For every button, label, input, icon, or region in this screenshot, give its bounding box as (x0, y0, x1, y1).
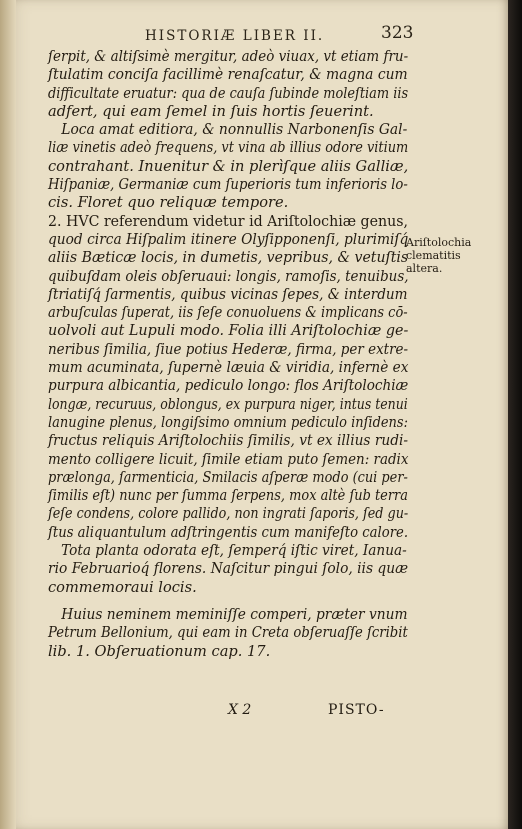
text-line: ſimilis eſt) nunc per ſumma ſerpens, mox altè ſub terra (48, 487, 408, 505)
text-line: longæ, recuruus, oblongus, ex purpura niger, intus tenui (48, 395, 408, 413)
text-line: aliis Bæticæ locis, in dumetis, vepribus, & vetuſtis (48, 249, 409, 267)
text-line: difficultate eruatur: qua de cauſa ſubinde moleſtiam iis (48, 84, 409, 102)
signature-mark: X 2 (228, 702, 252, 718)
text-line: arbuſculas ſuperat, iis ſeſe conuoluens & implicans cō- (48, 304, 408, 322)
text-line: contrahant. Inuenitur & in plerìſque aliis Galliæ, (48, 157, 409, 175)
text-line: ſtus aliquantulum adſtringentis cum manifeſto calore. (48, 523, 409, 541)
text-line: commemoraui locis. (48, 578, 197, 596)
page-number: 323 (381, 23, 414, 43)
text-line: cis. Floret quo reliquæ tempore. (48, 194, 289, 212)
running-title: HISTORIÆ LIBER II. (145, 28, 325, 44)
text-line: neribus ſimilia, ſiue potius Hederæ, firma, per extre- (48, 340, 409, 358)
text-line: ſeſe condens, colore pallido, non ingrati ſaporis, ſed gu- (48, 505, 409, 523)
text-line: Huius neminem meminiſſe comperi, præter vnum (61, 605, 408, 623)
text-line: rio Februarioq́ florens. Naſcitur pingui ſolo, iis quæ (48, 560, 409, 578)
text-line: mum acuminata, ſupernè læuia & viridia, infernè ex (48, 359, 409, 377)
text-line: Hiſpaniæ, Germaniæ cum ſuperioris tum inferioris lo- (48, 176, 408, 194)
text-line: adfert, qui eam ſemel in ſuis hortis ſeuerint. (48, 102, 374, 120)
text-line: 2. HVC referendum videtur id Ariſtolochiæ genus, (48, 212, 408, 230)
text-line: mento colligere licuit, ſimile etiam puto ſemen: radix (48, 450, 409, 468)
margin-note-line: altera. (406, 262, 443, 275)
text-line: fructus reliquis Ariſtolochiis ſimilis, vt ex illius rudi- (48, 432, 409, 450)
margin-note (406, 236, 506, 275)
text-line: liæ vinetis adeò frequens, vt vina ab illius odore vitium (48, 139, 409, 157)
text-line: quibuſdam oleis obſeruaui: longis, ramoſis, tenuibus, (48, 267, 409, 285)
text-line: lanugine plenus, longiſsimo omnium pediculo inſidens: (48, 413, 408, 431)
text-line: Petrum Bellonium, qui eam in Creta obſeruaſſe ſcribit (48, 624, 408, 642)
text-line: prælonga, ſarmenticia, Smilacis aſperæ modo (cui per- (48, 468, 408, 486)
text-line: Tota planta odorata eſt, ſemperq́ iſtic viret, Ianua- (61, 542, 407, 560)
text-line: lib. 1. Obſeruationum cap. 17. (48, 642, 271, 660)
body-text (48, 48, 408, 661)
text-line: ſtriatiſq́ ſarmentis, quibus vicinas ſepes, & interdum (48, 285, 408, 303)
text-line: Loca amat editiora, & nonnullis Narbonenſis Gal- (61, 121, 408, 139)
text-line: ſtulatim conciſa facillimè renaſcatur, & magna cum (48, 66, 408, 84)
paragraph-gap (48, 597, 408, 606)
page-gutter-shadow (0, 0, 16, 829)
margin-note-line: Ariſtolochia (406, 236, 472, 249)
margin-note-line: clematitis (406, 249, 461, 262)
text-line: ſerpit, & altiſsimè mergitur, adeò viuax, vt etiam fru- (48, 48, 409, 65)
page-header (145, 22, 485, 48)
book-edge (508, 0, 522, 829)
catchword: PISTO- (328, 702, 385, 718)
text-line: purpura albicantia, pediculo longo: flos Ariſtolochiæ (48, 377, 409, 395)
text-line: uolvoli aut Lupuli modo. Folia illi Ariſtolochiæ ge- (48, 322, 409, 340)
text-line: quod circa Hiſpalim itinere Olyſipponenſi, plurimiſq́ (48, 230, 409, 248)
